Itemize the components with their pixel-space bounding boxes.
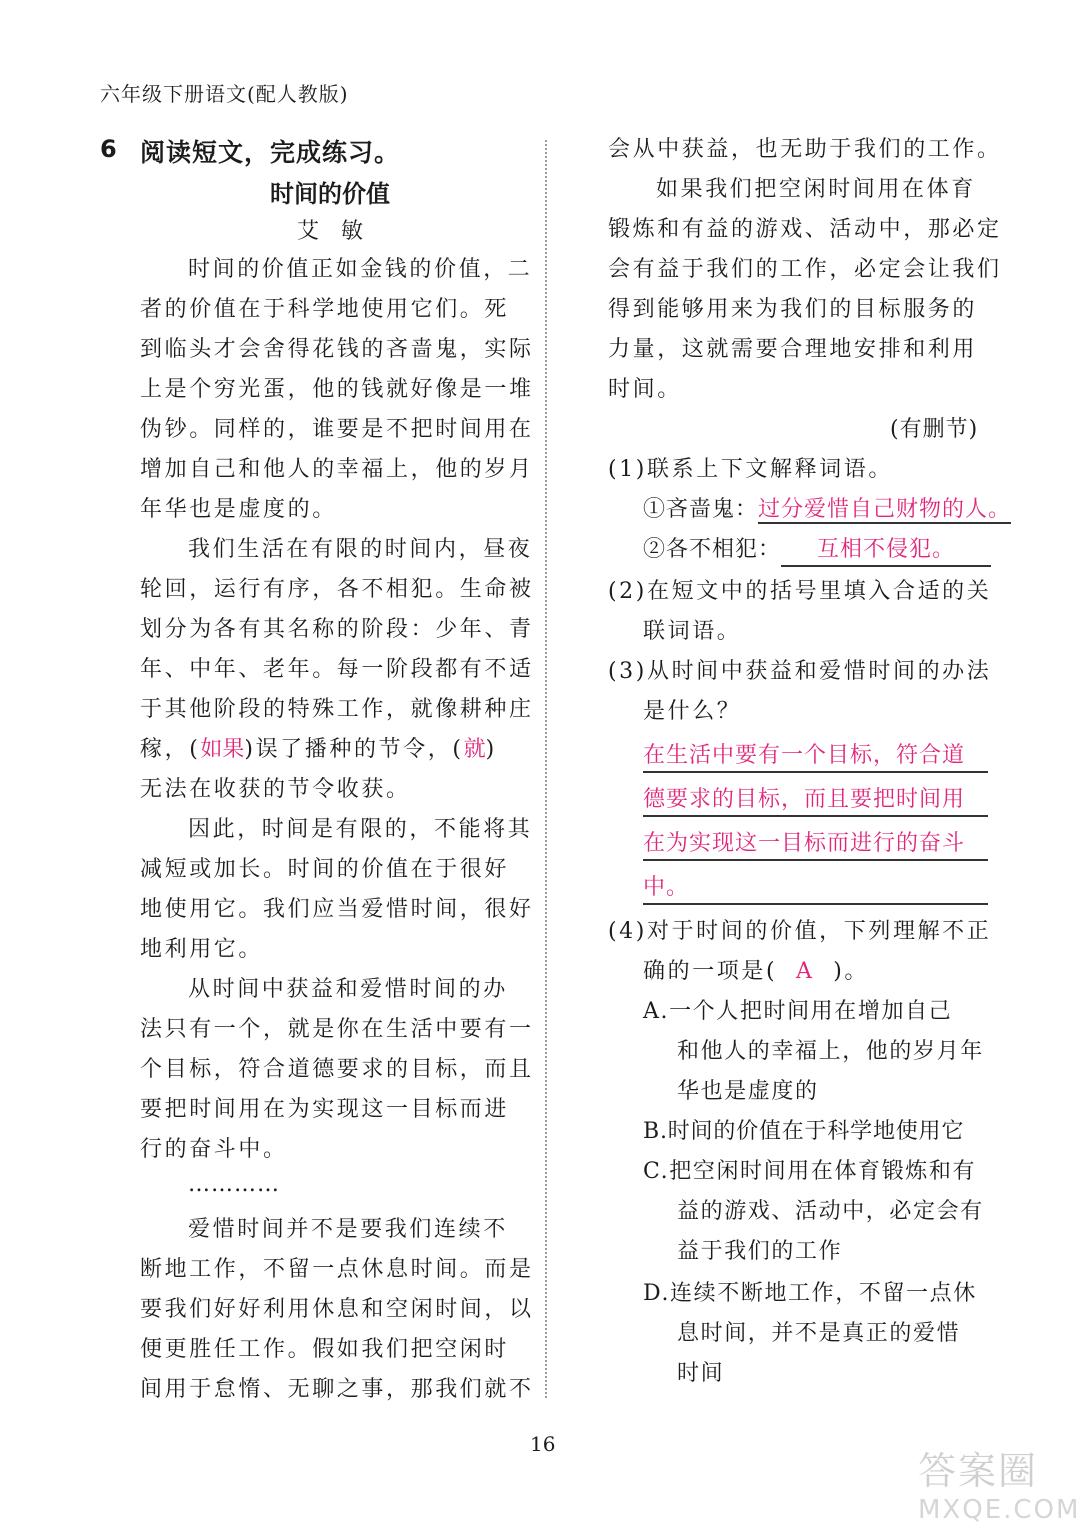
fill-blank-answer: 如果 <box>200 737 245 762</box>
question-instruction: 阅读短文，完成练习。 <box>140 138 401 167</box>
fill-text: )误了播种的节令，( <box>244 737 464 762</box>
q4-option-c-cont: 益的游戏、活动中，必定会有 <box>677 1199 984 1224</box>
q1-b-label: ②各不相犯： <box>643 537 782 562</box>
passage-line: 要我们好好利用休息和空闲时间，以 <box>140 1297 534 1322</box>
q4-answer: A <box>795 959 815 984</box>
q4-option-a-cont: 和他人的幸福上，他的岁月年 <box>677 1039 984 1064</box>
passage-line: 便更胜任工作。假如我们把空闲时 <box>140 1337 510 1362</box>
passage-line: 地使用它。我们应当爱惜时间，很好 <box>140 897 534 922</box>
passage-line: 如果我们把空闲时间用在体育 <box>656 177 976 202</box>
q3-prompt-cont: 是什么？ <box>643 699 742 724</box>
q3-answer-line: 在生活中要有一个目标，符合道 <box>643 741 988 773</box>
fill-text: ) <box>485 737 497 762</box>
q3-answer-line: 在为实现这一目标而进行的奋斗 <box>643 829 988 861</box>
watermark-top: 答案圈 <box>918 1449 1039 1493</box>
omission-ellipsis: ………… <box>188 1172 280 1197</box>
passage-line: 于其他阶段的特殊工作，就像耕种庄 <box>140 697 534 722</box>
passage-line: 间用于怠惰、无聊之事，那我们就不 <box>140 1377 534 1402</box>
passage-line: 上是个穷光蛋，他的钱就好像是一堆 <box>140 377 534 402</box>
q1-b-answer: 互相不侵犯。 <box>781 535 991 567</box>
q1-item-b <box>643 535 991 567</box>
column-divider <box>545 140 547 1398</box>
question-number: 6 <box>100 135 117 163</box>
passage-line: 断地工作，不留一点休息时间。而是 <box>140 1257 534 1282</box>
q1-a-answer: 过分爱惜自己财物的人。 <box>758 497 1012 522</box>
passage-line: 会有益于我们的工作，必定会让我们 <box>608 257 1002 282</box>
passage-line: 时间的价值正如金钱的价值，二 <box>188 257 533 282</box>
passage-line: 个目标，符合道德要求的目标，而且 <box>140 1057 534 1082</box>
site-watermark-logo <box>918 1440 1081 1530</box>
passage-line: 者的价值在于科学地使用它们。死 <box>140 297 510 322</box>
passage-author: 艾敏 <box>296 219 385 244</box>
passage-line: 会从中获益，也无助于我们的工作。 <box>608 137 1002 162</box>
passage-line: 时间。 <box>608 377 682 402</box>
passage-line: 伪钞。同样的，谁要是不把时间用在 <box>140 417 534 442</box>
q2-prompt: (2)在短文中的括号里填入合适的关 <box>608 579 992 604</box>
q4-option-d-cont: 时间 <box>677 1361 725 1386</box>
q4-option-d-cont: 息时间，并不是真正的爱惜 <box>677 1321 961 1346</box>
page-header: 六年级下册语文(配人教版) <box>100 82 349 106</box>
passage-line: 减短或加长。时间的价值在于很好 <box>140 857 510 882</box>
passage-line: 我们生活在有限的时间内，昼夜 <box>188 537 533 562</box>
q4-option-a: A.一个人把时间用在增加自己 <box>643 999 953 1024</box>
passage-line: 力量，这就需要合理地安排和利用 <box>608 337 978 362</box>
q4-prompt: (4)对于时间的价值，下列理解不正 <box>608 919 992 944</box>
q2-prompt-cont: 联词语。 <box>643 619 742 644</box>
q4-option-b: B.时间的价值在于科学地使用它 <box>643 1119 965 1144</box>
passage-line: 无法在收获的节令收获。 <box>140 777 411 802</box>
q1-item-a <box>643 495 1011 525</box>
passage-line: 行的奋斗中。 <box>140 1137 288 1162</box>
passage-line: 年、中年、老年。每一阶段都有不适 <box>140 657 534 682</box>
passage-line: 年华也是虚度的。 <box>140 497 337 522</box>
fill-blank-answer: 就 <box>463 737 486 762</box>
passage-line: 因此，时间是有限的，不能将其 <box>188 817 533 842</box>
q3-answer-line: 德要求的目标，而且要把时间用 <box>643 785 988 817</box>
passage-line: 法只有一个，就是你在生活中要有一 <box>140 1017 534 1042</box>
passage-line: 得到能够用来为我们的目标服务的 <box>608 297 978 322</box>
passage-line: 地利用它。 <box>140 937 264 962</box>
passage-line: 增加自己和他人的幸福上，他的岁月 <box>140 457 534 482</box>
q4-option-a-cont: 华也是虚度的 <box>677 1079 819 1104</box>
q4-prompt-cont <box>643 957 869 987</box>
source-note: (有删节) <box>890 417 979 442</box>
fill-text: 稼，( <box>140 737 201 762</box>
passage-line: 从时间中获益和爱惜时间的办 <box>188 977 508 1002</box>
q1-prompt: (1)联系上下文解释词语。 <box>608 457 893 482</box>
passage-line: 爱惜时间并不是要我们连续不 <box>188 1217 508 1242</box>
page-number: 16 <box>530 1432 556 1456</box>
passage-line: 划分为各有其名称的阶段：少年、青 <box>140 617 534 642</box>
q3-answer-line: 中。 <box>643 873 988 905</box>
q4-option-c: C.把空闲时间用在体育锻炼和有 <box>643 1159 977 1184</box>
q4-option-c-cont: 益于我们的工作 <box>677 1239 843 1264</box>
passage-title: 时间的价值 <box>270 180 390 208</box>
passage-line: 到临头才会舍得花钱的吝啬鬼，实际 <box>140 337 534 362</box>
passage-line: 轮回，运行有序，各不相犯。生命被 <box>140 577 534 602</box>
passage-line: 锻炼和有益的游戏、活动中，那必定 <box>608 217 1002 242</box>
q4-option-d: D.连续不断地工作，不留一点休 <box>643 1281 977 1306</box>
q4-prompt-text: )。 <box>833 959 869 984</box>
watermark-bottom: MXQE.COM <box>918 1495 1081 1525</box>
fill-blank-line <box>140 735 497 765</box>
q3-prompt: (3)从时间中获益和爱惜时间的办法 <box>608 659 992 684</box>
passage-line: 要把时间用在为实现这一目标而进 <box>140 1097 510 1122</box>
q1-a-label: ①吝啬鬼： <box>643 497 759 522</box>
q4-prompt-text: 确的一项是( <box>643 959 778 984</box>
